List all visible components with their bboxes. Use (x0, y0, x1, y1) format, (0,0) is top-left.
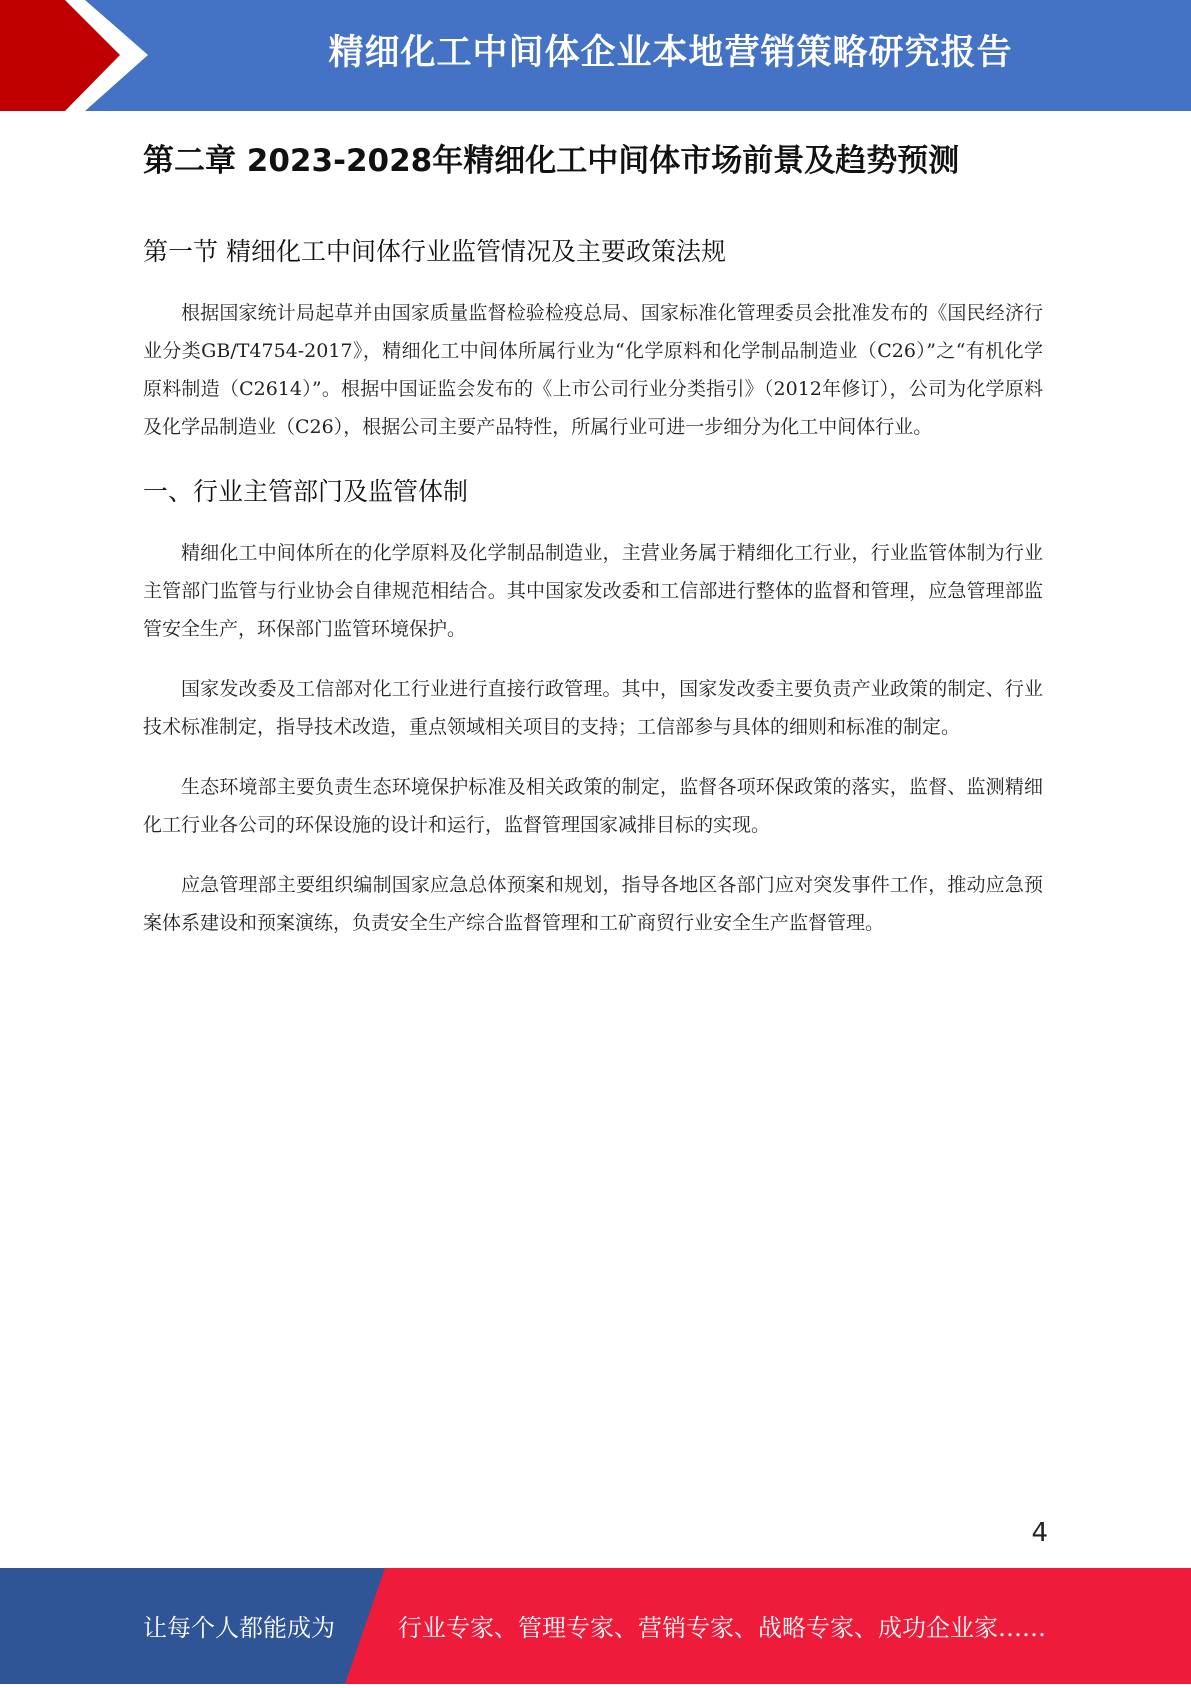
main-content (143, 138, 1043, 942)
footer-banner (0, 1568, 1191, 1684)
body-paragraph: 国家发改委及工信部对化工行业进行直接行政管理。其中，国家发改委主要负责产业政策的制定、行业技术标准制定，指导技术改造，重点领域相关项目的支持；工信部参与具体的细则和标准的制定。 (143, 678, 1043, 738)
body-paragraph: 精细化工中间体所在的化学原料及化学制品制造业，主营业务属于精细化工行业，行业监管体制为行业主管部门监管与行业协会自律规范相结合。其中国家发改委和工信部进行整体的监督和管理，应急管理部监管安全生产，环保部门监管环境保护。 (143, 542, 1043, 640)
body-paragraph: 生态环境部主要负责生态环境保护标准及相关政策的制定，监督各项环保政策的落实，监督、监测精细化工行业各公司的环保设施的设计和运行，监督管理国家减排目标的实现。 (143, 776, 1043, 836)
section-paragraph: 根据国家统计局起草并由国家质量监督检验检疫总局、国家标准化管理委员会批准发布的《国民经济行业分类GB/T4754-2017》，精细化工中间体所属行业为“化学原料和化学制品制造业（C26）”之“有机化学原料制造（C2614）”。根据中国证监会发布的《上市公司行业分类指引》（2012年修订），公司为化学原料及化学品制造业（C26），根据公司主要产品特性，所属行业可进一步细分为化工中间体行业。 (143, 302, 1043, 438)
subsection-title: 一、行业主管部门及监管体制 (143, 477, 469, 506)
body-paragraph: 应急管理部主要组织编制国家应急总体预案和规划，指导各地区各部门应对突发事件工作，推动应急预案体系建设和预案演练，负责安全生产综合监督管理和工矿商贸行业安全生产监督管理。 (143, 874, 1043, 934)
section-title: 第一节 精细化工中间体行业监管情况及主要政策法规 (143, 237, 726, 266)
page-number: 4 (1031, 1518, 1048, 1548)
footer-slogan-right: 行业专家、管理专家、营销专家、战略专家、成功企业家…… (398, 1614, 1046, 1642)
header-title: 精细化工中间体企业本地营销策略研究报告 (328, 33, 1013, 73)
chapter-title: 第二章 2023-2028年精细化工中间体市场前景及趋势预测 (143, 143, 960, 179)
footer-slogan-left: 让每个人都能成为 (143, 1614, 335, 1642)
header-arrow-decoration (0, 0, 160, 111)
header-banner (0, 0, 1191, 111)
